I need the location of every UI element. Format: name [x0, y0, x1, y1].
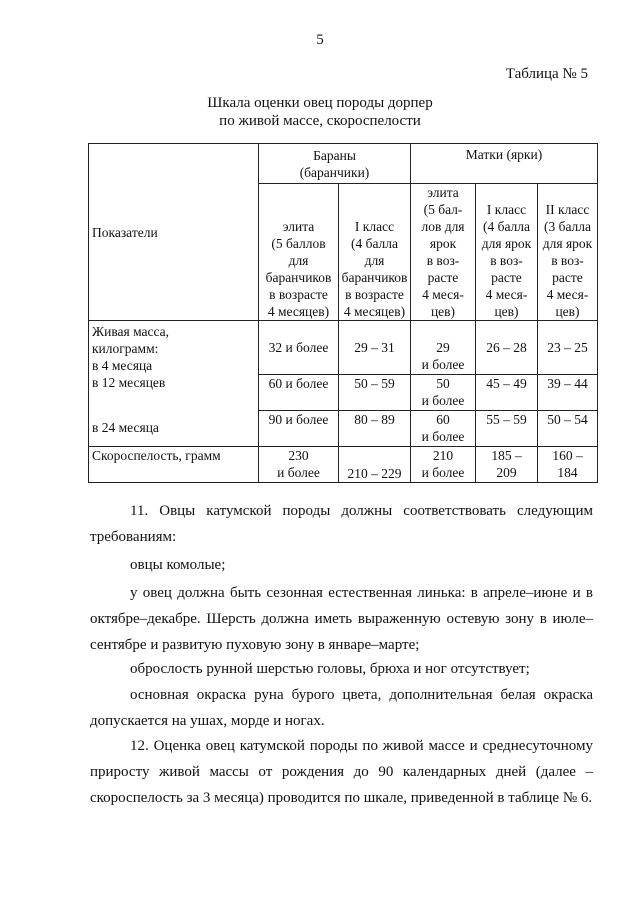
cell-line: 39 – 44: [547, 375, 588, 391]
row-label-12-months: в 12 месяцев: [89, 374, 259, 410]
cell: [339, 410, 411, 446]
cell-line: и более: [277, 464, 320, 480]
header-line: 4 меся-: [485, 287, 528, 302]
paragraph-wool: оброслость рунной шерстью головы, брюха и ног отсутствует;: [130, 661, 530, 677]
header-line: для ярок: [481, 236, 532, 251]
cell-line: 210: [432, 447, 454, 463]
cell-line: 55 – 59: [486, 411, 527, 427]
table-row: [89, 446, 598, 482]
header-ewes: Матки (ярки): [411, 144, 598, 184]
cell-line: 23 – 25: [547, 340, 588, 355]
header-line: в возрасте: [345, 287, 404, 302]
header-col-rams-class1: [339, 184, 411, 321]
cell: [259, 321, 339, 375]
cell: [259, 410, 339, 446]
header-col-ewes-elite: [411, 184, 476, 321]
cell-line: 60: [436, 411, 450, 427]
header-line: цев): [494, 304, 519, 319]
header-line: расте: [427, 270, 459, 285]
cell: [538, 446, 598, 482]
header-line: баранчиков: [265, 270, 332, 285]
header-line: для: [364, 253, 385, 268]
cell-line: 184: [557, 464, 578, 480]
header-line: 4 меся-: [546, 287, 589, 302]
cell-line: 26 – 28: [486, 340, 527, 355]
paragraph-hornless: овцы комолые;: [130, 557, 226, 573]
cell-line: 80 – 89: [354, 411, 395, 427]
cell-line: 29: [436, 340, 450, 355]
header-line: 4 месяцев): [267, 304, 330, 319]
header-line: элита: [282, 219, 315, 234]
header-line: (5 бал-: [423, 202, 463, 217]
cell: [476, 374, 538, 410]
cell-line: 50 – 54: [547, 411, 588, 427]
header-rams: [259, 144, 411, 184]
cell: [538, 321, 598, 375]
cell-line: 210 – 229: [347, 465, 402, 481]
table-title-line-2: по живой массе, скороспелости: [219, 113, 421, 129]
header-line: I класс: [354, 219, 395, 234]
cell: [259, 374, 339, 410]
header-line: II класс: [545, 202, 590, 217]
cell-line: 50 – 59: [354, 375, 395, 391]
header-line: расте: [491, 270, 522, 285]
header-indicators: Показатели: [89, 144, 259, 321]
cell: [411, 410, 476, 446]
row-label-line: Живая масса,: [92, 324, 170, 339]
header-line: (4 балла: [350, 236, 399, 251]
cell-line: 50: [436, 375, 450, 391]
cell-line: и более: [421, 392, 465, 408]
cell: [411, 446, 476, 482]
header-line: 4 месяцев): [343, 304, 406, 319]
row-label-line: килограмм:: [92, 341, 159, 356]
cell-line: 160 –: [552, 447, 583, 463]
header-col-rams-elite: [259, 184, 339, 321]
paragraph-color: основная окраска руна бурого цвета, дополнительная белая окраска допускается на ушах, морде и ногах.: [90, 687, 593, 729]
table-title-line-1: Шкала оценки овец породы дорпер: [207, 95, 433, 111]
paragraph-11: 11. Овцы катумской породы должны соответствовать следующим требованиям:: [90, 503, 593, 545]
row-label-line: в 4 месяца: [92, 358, 153, 373]
cell-line: 32 и более: [268, 340, 329, 355]
paragraph-molt: у овец должна быть сезонная естественная линька: в апреле–июне и в октябре–декабре. Шерсть должна иметь выраженную остевую зону в июле–сентябре и развитую пуховую зону в январе–марте;: [90, 585, 593, 653]
cell-line: и более: [421, 428, 465, 444]
header-line: элита: [427, 185, 459, 200]
header-line: I класс: [486, 202, 527, 217]
cell-line: 60 и более: [268, 375, 329, 391]
cell: [538, 374, 598, 410]
header-line: ярок: [429, 236, 457, 251]
cell: [339, 446, 411, 482]
page-number: 5: [316, 32, 324, 48]
header-line: (5 баллов: [271, 236, 326, 251]
header-line: в возрасте: [269, 287, 328, 302]
header-line: в воз-: [490, 253, 523, 268]
cell: [538, 410, 598, 446]
header-line: в воз-: [426, 253, 460, 268]
cell: [339, 374, 411, 410]
cell: [476, 410, 538, 446]
cell: [476, 321, 538, 375]
header-line: (4 балла: [482, 219, 531, 234]
cell-line: и более: [421, 357, 465, 372]
header-col-ewes-class2: [538, 184, 598, 321]
sheep-scale-table: [88, 143, 598, 483]
header-line: лов для: [421, 219, 465, 234]
cell: [476, 446, 538, 482]
header-rams-line-2: (баранчики): [299, 164, 370, 180]
header-line: цев): [430, 304, 456, 319]
cell: [259, 446, 339, 482]
cell-line: 90 и более: [268, 411, 329, 427]
header-line: 4 меся-: [422, 287, 464, 302]
table-title: [0, 94, 640, 130]
cell: [411, 374, 476, 410]
cell: [411, 321, 476, 375]
table-row: [89, 374, 598, 410]
row-label-precocity: Скороспелость, грамм: [89, 446, 259, 482]
header-line: цев): [555, 304, 580, 319]
header-line: (3 балла: [543, 219, 592, 234]
header-col-ewes-class1: [476, 184, 538, 321]
table-label: Таблица № 5: [505, 66, 588, 82]
cell-line: 230: [288, 447, 309, 463]
row-label-24-months: в 24 месяца: [89, 410, 259, 446]
table-row: [89, 410, 598, 446]
paragraph-12: 12. Оценка овец катумской породы по живой массе и среднесуточному приросту живой массы от рождения до 90 календарных дней (далее – скороспелость за 3 месяца) проводится по шкале, приведенной в таблице № 6.: [90, 738, 593, 806]
cell-line: и более: [421, 464, 465, 480]
header-line: баранчиков: [341, 270, 408, 285]
header-line: для ярок: [542, 236, 593, 251]
header-rams-line-1: Бараны: [313, 147, 356, 163]
cell: [339, 321, 411, 375]
cell-line: 45 – 49: [486, 375, 527, 391]
header-line: для: [288, 253, 309, 268]
cell-line: 209: [496, 464, 517, 480]
cell-line: 185 –: [491, 447, 522, 463]
row-label-live-weight: [89, 321, 259, 375]
header-line: в воз-: [551, 253, 584, 268]
header-line: расте: [552, 270, 583, 285]
cell-line: 29 – 31: [354, 340, 395, 355]
table-row: [89, 321, 598, 375]
